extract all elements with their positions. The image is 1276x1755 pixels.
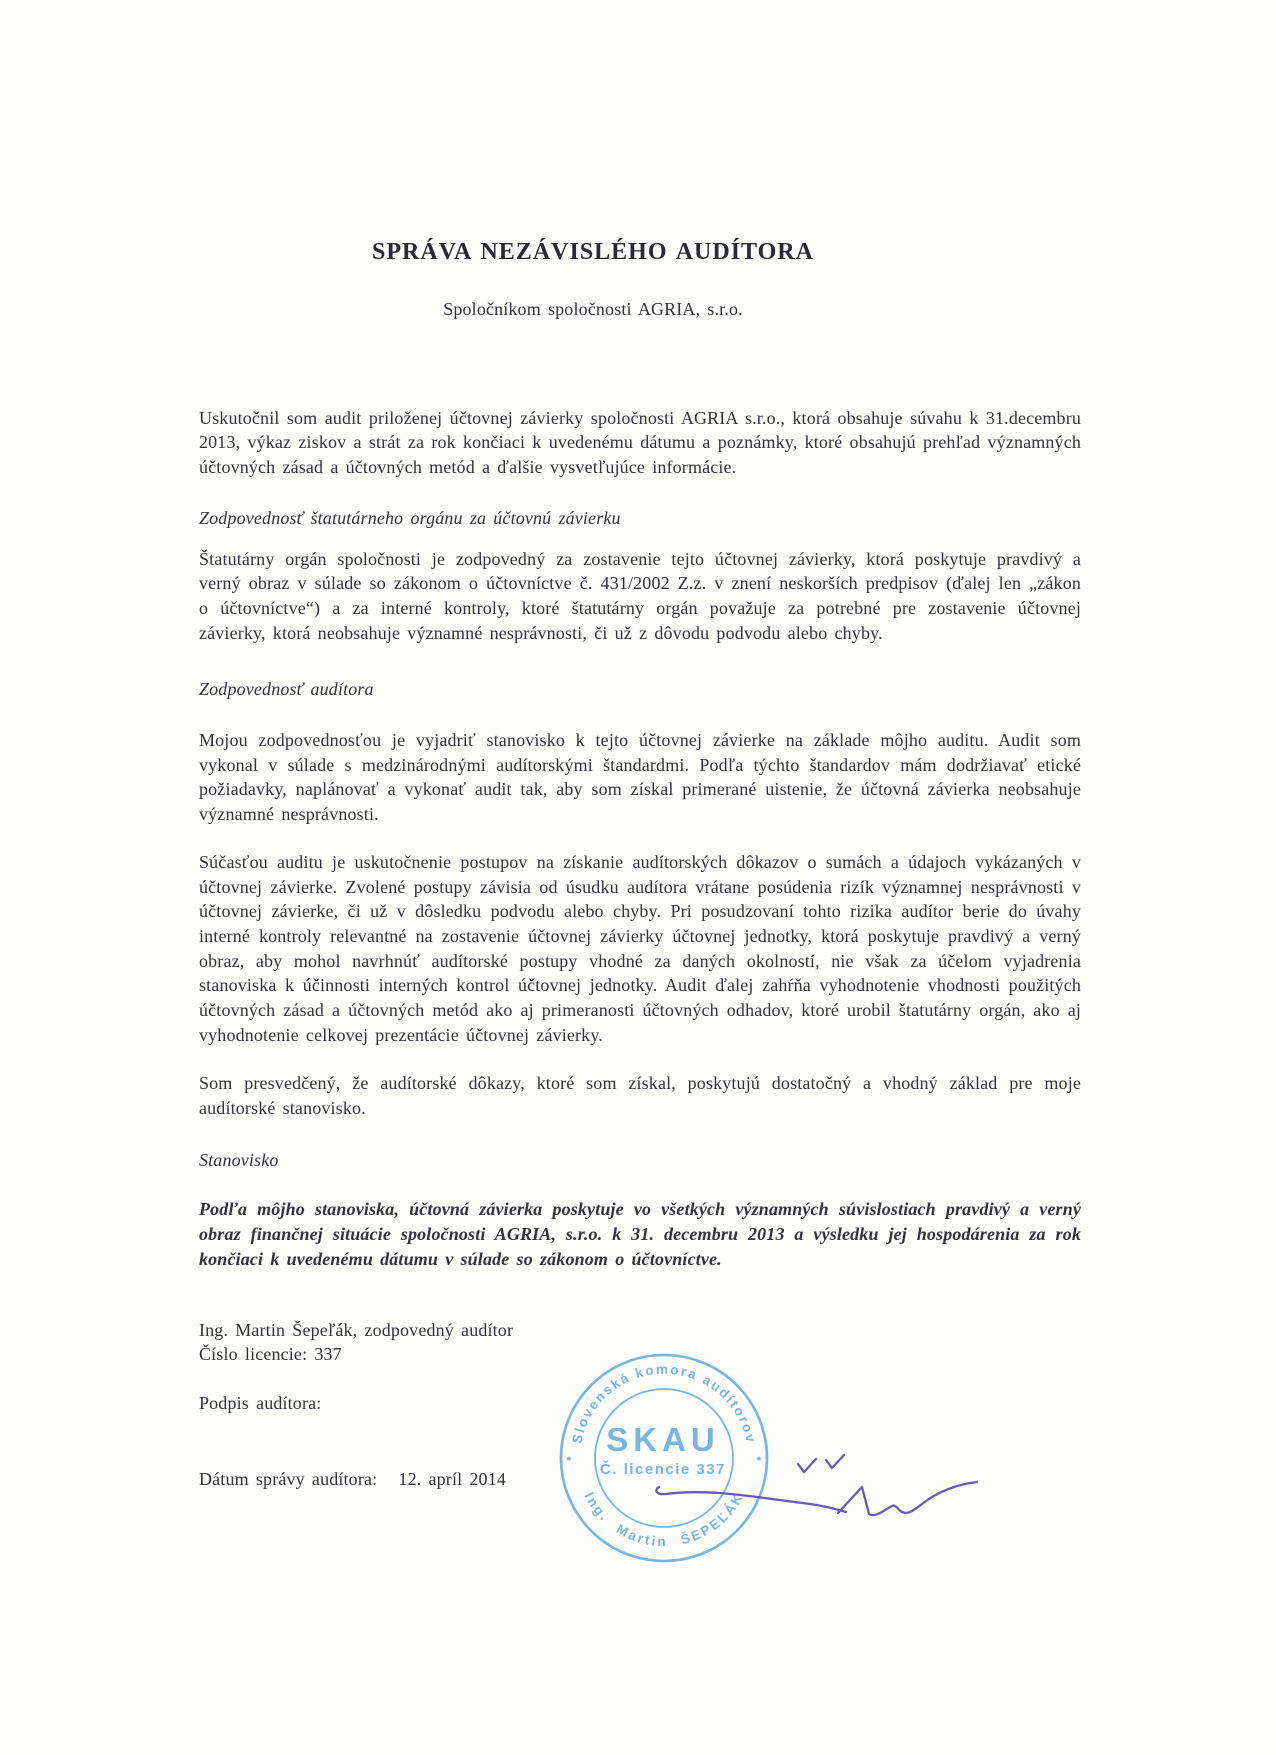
document-title: SPRÁVA NEZÁVISLÉHO AUDÍTORA xyxy=(372,239,814,265)
auditor-responsibility-paragraph-1: Mojou zodpovednosťou je vyjadriť stanovisko k tejto účtovnej závierke na základe môjho auditu. Audit som vykonal v súlade s medzinárodnými audítorskými štandardmi. Podľa týchto štandardov mám dodržiavať etické požiadavky, naplánovať a vykonať audit tak, aby som získal primerané uistenie, že účtovná závierka neobsahuje významné nesprávnosti. xyxy=(199,730,1081,825)
auditor-name-line: Ing. Martin Šepeľák, zodpovedný audítor xyxy=(199,1319,514,1340)
report-date-label: Dátum správy audítora: xyxy=(199,1468,378,1489)
stamp-license-text: Č. licencie 337 xyxy=(600,1461,726,1478)
auditor-responsibility-paragraph-3: Som presvedčený, že audítorské dôkazy, ktoré som získal, poskytujú dostatočný a vhodný základ pre moje audítorské stanovisko. xyxy=(199,1073,1081,1119)
signature-check-stroke-2 xyxy=(826,1455,844,1468)
stamp-right-bullet-icon: • xyxy=(756,1450,762,1466)
section-heading-auditor-responsibility: Zodpovednosť audítora xyxy=(199,679,374,700)
stamp-left-bullet-icon: • xyxy=(566,1450,572,1466)
intro-paragraph: Uskutočnil som audit priloženej účtovnej závierky spoločnosti AGRIA s.r.o., ktorá obsahuje súvahu k 31.decembru 2013, výkaz ziskov a strát za rok končiaci k uvedenému dátumu a poznámky, ktoré obsahujú prehľad významných účtovných zásad a účtovných metód a ďalšie vysvetľujúce informácie. xyxy=(199,407,1081,478)
section-heading-management-responsibility: Zodpovednosť štatutárneho orgánu za účtovnú závierku xyxy=(199,507,621,528)
management-responsibility-paragraph: Štatutárny orgán spoločnosti je zodpovedný za zostavenie tejto účtovnej závierky, ktorá poskytuje pravdivý a verný obraz v súlade so zákonom o účtovníctve č. 431/2002 Z.z. v znení neskorších predpisov (ďalej len „zákon o účtovníctve“) a za interné kontroly, ktoré štatutárny orgán považuje za potrebné pre zostavenie účtovnej závierky, ktorá neobsahuje významné nesprávnosti, či už z dôvodu podvodu alebo chyby. xyxy=(199,548,1081,643)
auditor-responsibility-paragraph-2: Súčasťou auditu je uskutočnenie postupov na získanie audítorských dôkazov o sumách a údajoch vykázaných v účtovnej závierke. Zvolené postupy závisia od úsudku audítora vrátane posúdenia rizík významnej nesprávnosti v účtovnej závierke, či už v dôsledku podvodu alebo chyby. Pri posudzovaní tohto rizika audítor berie do úvahy interné kontroly relevantné na zostavenie účtovnej závierky účtovnej jednotky, ktorá poskytuje pravdivý a verný obraz, aby mohol navrhnúť audítorské postupy vhodné za daných okolností, nie však za účelom vyjadrenia stanoviska k účinnosti interných kontrol účtovnej jednotky. Audit ďalej zahŕňa vyhodnotenie vhodnosti použitých účtovných zásad a účtovných metód ako aj primeranosti účtovných odhadov, ktoré urobil štatutárny orgán, ako aj vyhodnotenie celkovej prezentácie účtovnej závierky. xyxy=(199,851,1081,1045)
signature-check-stroke-1 xyxy=(798,1459,816,1472)
report-date-value: 12. apríl 2014 xyxy=(398,1468,507,1489)
signature-flourish-stroke xyxy=(838,1482,977,1515)
stamp-bottom-arc-text: Ing. Martin ŠEPEĽÁK xyxy=(581,1489,747,1550)
opinion-paragraph: Podľa môjho stanoviska, účtovná závierka poskytuje vo všetkých významných súvislostiach pravdivý a verný obraz finančnej situácie spoločnosti AGRIA, s.r.o. k 31. decembru 2013 a výsledku jej hospodárenia za rok končiaci k uvedenému dátumu v súlade so zákonom o účtovníctve. xyxy=(199,1198,1081,1269)
auditor-signature xyxy=(640,1438,985,1523)
report-content xyxy=(0,235,1276,1491)
stamp-top-arc-text: Slovenská komora audítorov xyxy=(569,1361,759,1446)
addressee-line: Spoločníkom spoločnosti AGRIA, s.r.o. xyxy=(443,299,743,319)
signature-underline-stroke xyxy=(656,1487,846,1512)
signature-label: Podpis audítora: xyxy=(199,1392,322,1413)
license-number-line: Číslo licencie: 337 xyxy=(199,1344,342,1365)
stamp-center-abbreviation: SKAU xyxy=(606,1421,720,1458)
section-heading-opinion: Stanovisko xyxy=(199,1149,279,1170)
